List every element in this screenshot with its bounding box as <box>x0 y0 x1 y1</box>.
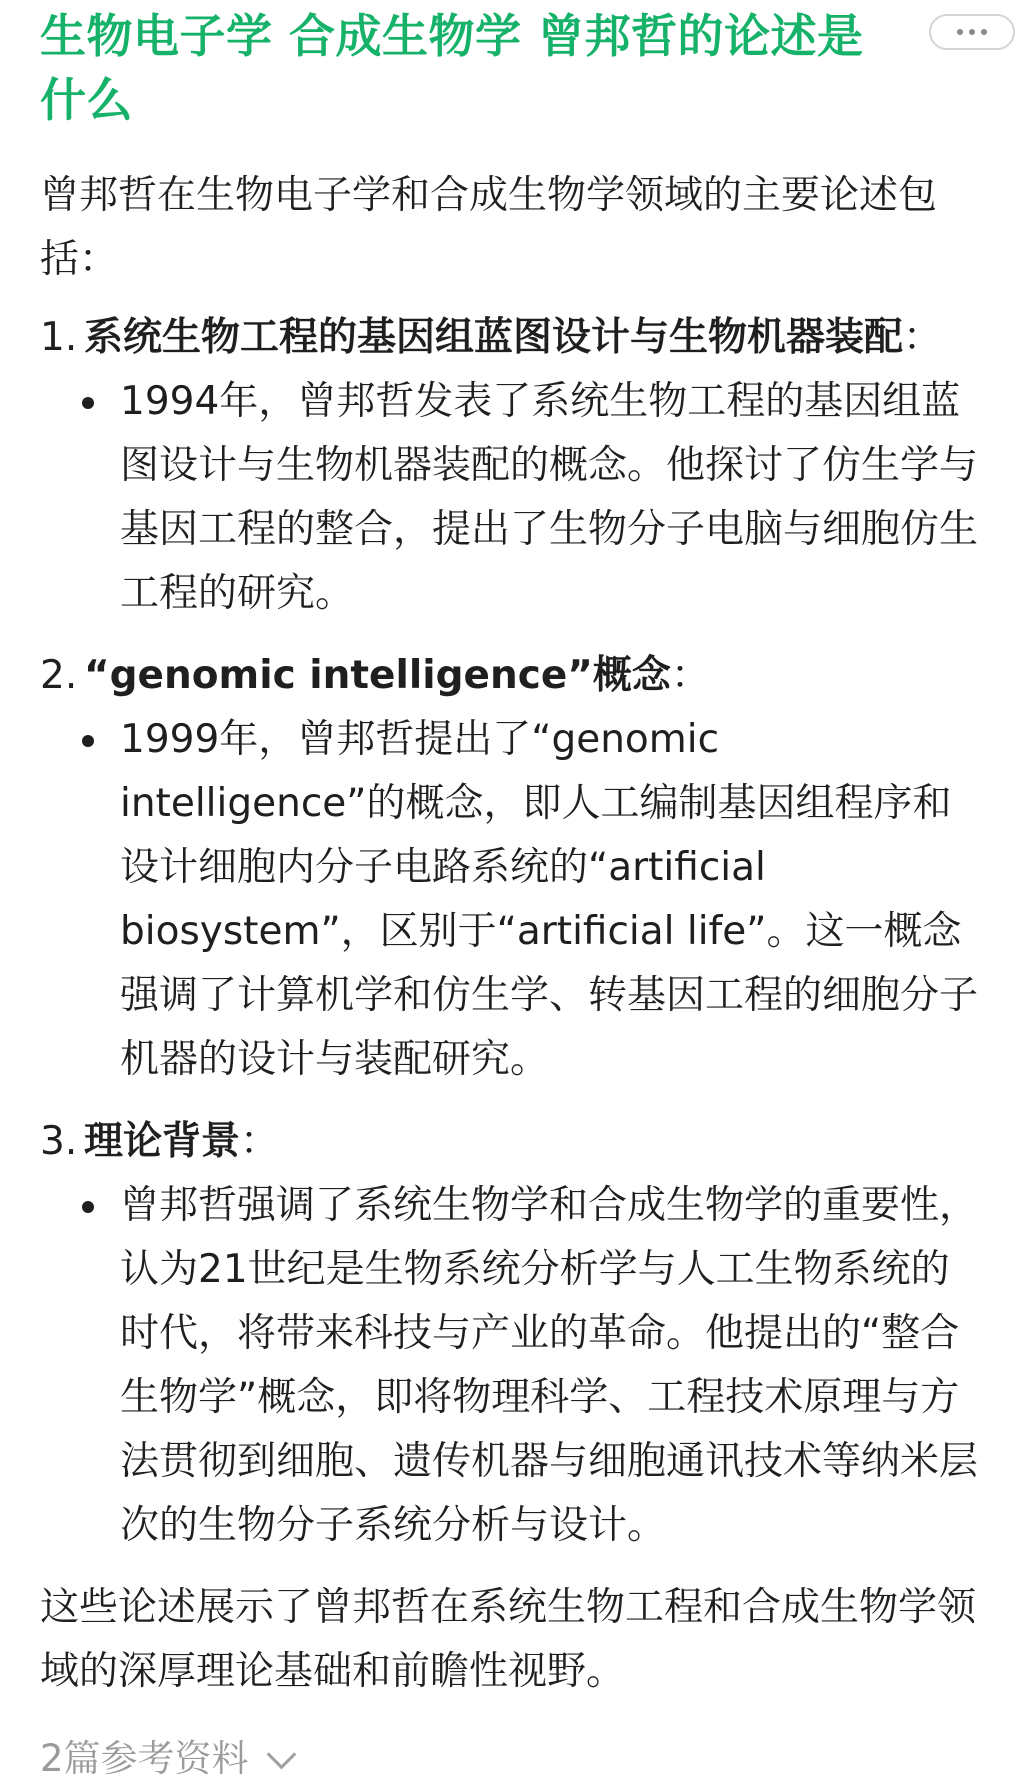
bullet-item <box>120 1174 983 1558</box>
bullet-icon <box>82 1201 94 1213</box>
bullet-item <box>120 708 983 1092</box>
bullet-list <box>40 1174 983 1558</box>
point-heading-text: “genomic intelligence”概念 <box>84 653 671 698</box>
point-number: 3. <box>40 1119 78 1164</box>
chevron-down-icon <box>266 1739 296 1769</box>
bullet-list <box>40 370 983 626</box>
point-number: 1. <box>40 315 78 360</box>
bullet-item <box>120 370 983 626</box>
page-title: 生物电子学 合成生物学 曾邦哲的论述是什么 <box>40 9 864 127</box>
point-heading-text: 理论背景 <box>84 1119 241 1164</box>
point-heading <box>40 1110 983 1174</box>
point-number: 2. <box>40 653 78 698</box>
ellipsis-icon <box>981 29 987 35</box>
bullet-text: 1999年，曾邦哲提出了“genomic intelligence”的概念，即人工编制基因组程序和设计细胞内分子电路系统的“artificial biosystem”，区别于“artificial life”。这一概念强调了计算机学和仿生学、转基因工程的细胞分子机器的设计与装配研究。 <box>120 717 979 1082</box>
bullet-icon <box>82 735 94 747</box>
point-heading <box>40 306 983 370</box>
answer-summary: 这些论述展示了曾邦哲在系统生物工程和合成生物学领域的深厚理论基础和前瞻性视野。 <box>40 1585 977 1694</box>
point-heading-suffix: ： <box>240 1119 280 1164</box>
answer-intro: 曾邦哲在生物电子学和合成生物学领域的主要论述包括： <box>40 173 938 282</box>
more-options-button[interactable] <box>929 14 1015 50</box>
references-label: 2篇参考资料 <box>40 1737 249 1780</box>
point-heading-suffix: ： <box>670 653 710 698</box>
point-heading <box>40 644 983 708</box>
bullet-text: 1994年，曾邦哲发表了系统生物工程的基因组蓝图设计与生物机器装配的概念。他探讨了仿生学与基因工程的整合，提出了生物分子电脑与细胞仿生工程的研究。 <box>120 379 979 616</box>
points-list <box>40 306 983 1558</box>
ellipsis-icon <box>969 29 975 35</box>
references-toggle[interactable] <box>40 1734 983 1784</box>
list-item <box>40 1110 983 1558</box>
list-item <box>40 644 983 1092</box>
bullet-text: 曾邦哲强调了系统生物学和合成生物学的重要性，认为21世纪是生物系统分析学与人工生物系统的时代，将带来科技与产业的革命。他提出的“整合生物学”概念，即将物理科学、工程技术原理与方法贯彻到细胞、遗传机器与细胞通讯技术等纳米层次的生物分子系统分析与设计。 <box>120 1183 979 1548</box>
bullet-icon <box>82 397 94 409</box>
ellipsis-icon <box>957 29 963 35</box>
point-heading-text: 系统生物工程的基因组蓝图设计与生物机器装配 <box>84 315 904 360</box>
bullet-list <box>40 708 983 1092</box>
title-row <box>40 0 983 132</box>
point-heading-suffix: ： <box>903 315 943 360</box>
list-item <box>40 306 983 626</box>
